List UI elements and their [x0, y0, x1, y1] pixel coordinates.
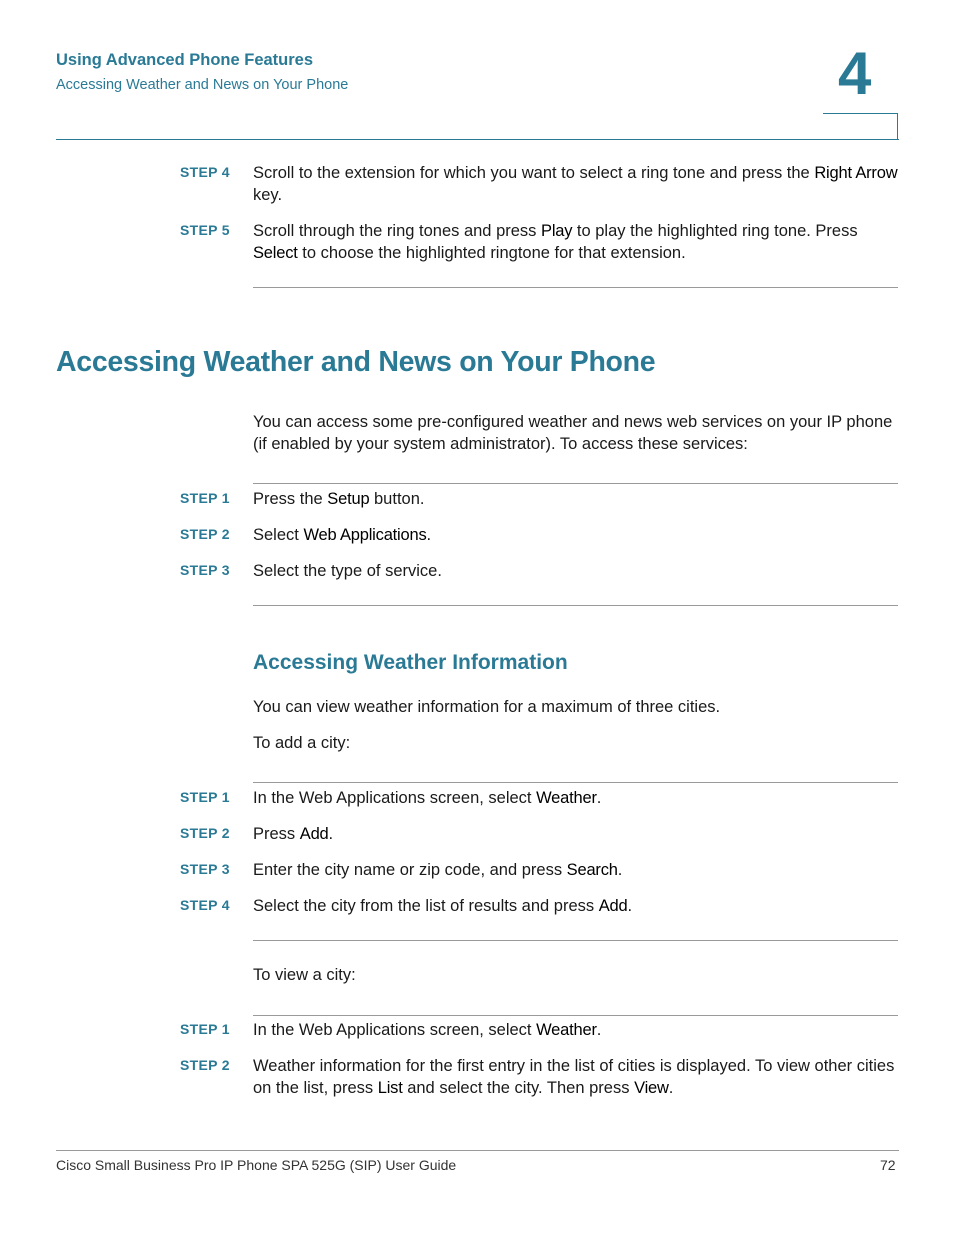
- step-item: [180, 524, 898, 546]
- section-intro: You can access some pre-configured weather and news web services on your IP phone (if enabled by your system administrator). To access these services:: [253, 413, 893, 453]
- divider: [253, 940, 898, 941]
- step-text: In the Web Applications screen, select Weather.: [253, 789, 602, 807]
- page-number: 72: [880, 1157, 896, 1173]
- step-item: [180, 1055, 898, 1099]
- step-item: [180, 859, 898, 881]
- section-running-title: Accessing Weather and News on Your Phone: [56, 77, 349, 93]
- chapter-number: 4: [838, 40, 872, 107]
- divider: [253, 287, 898, 288]
- divider: [253, 1015, 898, 1016]
- step-text: Press Add.: [253, 825, 334, 843]
- step-label: STEP 3: [180, 562, 230, 578]
- step-label: STEP 4: [180, 164, 230, 180]
- step-label: STEP 1: [180, 1021, 230, 1037]
- step-label: STEP 2: [180, 1057, 230, 1073]
- step-text: Weather information for the first entry in the list of cities is displayed. To view other cities on the list, press List and select the city. Then press View.: [253, 1057, 895, 1097]
- step-label: STEP 3: [180, 861, 230, 877]
- step-item: [180, 560, 898, 582]
- step-text: Scroll through the ring tones and press Play to play the highlighted ring tone. Press Select to choose the highlighted ringtone for that extension.: [253, 222, 858, 262]
- subsection-heading: Accessing Weather Information: [253, 651, 568, 674]
- step-item: [180, 895, 898, 917]
- step-text: Select Web Applications.: [253, 526, 432, 544]
- chapter-title: Using Advanced Phone Features: [56, 51, 314, 69]
- step-text: In the Web Applications screen, select Weather.: [253, 1021, 602, 1039]
- section-heading: Accessing Weather and News on Your Phone: [56, 346, 656, 378]
- subsection-intro: You can view weather information for a maximum of three cities.: [253, 698, 721, 716]
- step-item: [180, 162, 898, 206]
- step-label: STEP 5: [180, 222, 230, 238]
- step-item: [180, 488, 898, 510]
- step-text: Select the type of service.: [253, 562, 442, 580]
- footer-guide-title: Cisco Small Business Pro IP Phone SPA 525G (SIP) User Guide: [56, 1157, 457, 1173]
- step-item: [180, 823, 898, 845]
- step-text: Select the city from the list of results and press Add.: [253, 897, 633, 915]
- divider: [253, 605, 898, 606]
- step-label: STEP 1: [180, 490, 230, 506]
- add-city-intro: To add a city:: [253, 734, 351, 752]
- step-item: [180, 1019, 898, 1041]
- step-item: [180, 220, 898, 264]
- footer-divider: [56, 1150, 899, 1151]
- step-label: STEP 2: [180, 526, 230, 542]
- step-label: STEP 2: [180, 825, 230, 841]
- divider: [253, 782, 898, 783]
- divider: [253, 483, 898, 484]
- header-divider: [56, 139, 899, 140]
- view-city-intro: To view a city:: [253, 966, 356, 984]
- step-item: [180, 787, 898, 809]
- step-text: Scroll to the extension for which you want to select a ring tone and press the Right Arrow key.: [253, 164, 898, 204]
- step-text: Press the Setup button.: [253, 490, 425, 508]
- step-label: STEP 1: [180, 789, 230, 805]
- step-text: Enter the city name or zip code, and press Search.: [253, 861, 623, 879]
- step-label: STEP 4: [180, 897, 230, 913]
- chapter-number-box: [823, 113, 898, 139]
